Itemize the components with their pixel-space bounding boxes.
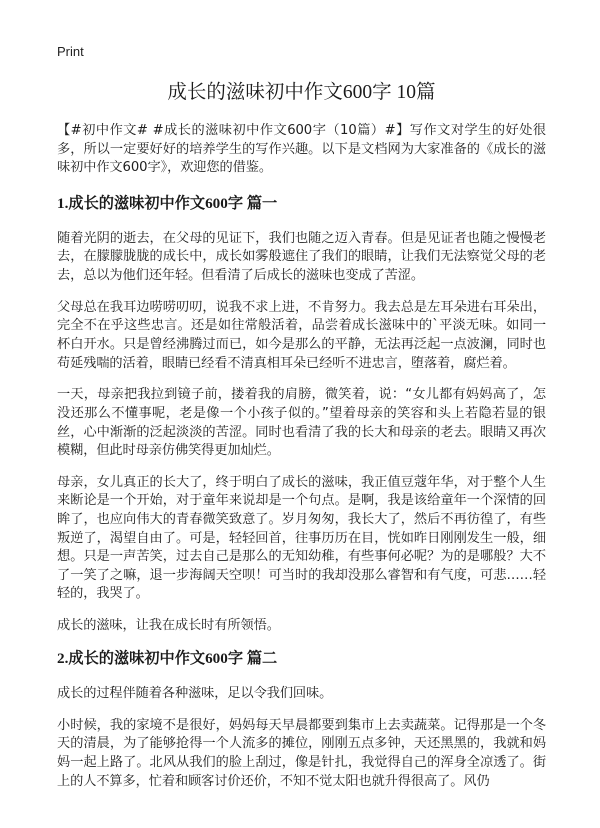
- paragraph: 成长的滋味，让我在成长时有所领悟。: [57, 618, 280, 634]
- paragraph: 随着光阴的逝去，在父母的见证下，我们也随之迈入青春。但是见证者也随之慢慢老去，在朦朦胧胧的成长中，成长如雾般遮住了我们的眼睛，让我们无法察觉父母的老去，总以为他们还年轻。但看清了后成长的滋味也变成了苦涩。: [57, 230, 546, 283]
- paragraph: 成长的过程伴随着各种滋味，足以令我们回味。: [57, 686, 333, 701]
- section-heading-1: 1.成长的滋味初中作文600字 篇一: [57, 194, 278, 212]
- paragraph: 小时候，我的家境不是很好，妈妈每天早晨都要到集市上去卖蔬菜。记得那是一个冬天的清晨，为了能够抢得一个人流多的摊位，刚刚五点多钟，天还黑黑的，我就和妈妈一起上路了。北风从我们的脸上刮过，像是针扎，我觉得自己的浑身全凉透了。街上的人不算多，忙着和顾客讨价还价，不知不觉太阳也就升得很高了。风仍: [57, 717, 546, 789]
- paragraph: 母亲，女儿真正的长大了，终于明白了成长的滋味，我正值豆蔻年华，对于整个人生来断论是一个开始，对于童年来说却是一个句点。是啊，我是该给童年一个深情的回眸了，也应向伟大的青春微笑致意了。岁月匆匆，我长大了，然后不再彷徨了，有些叛逆了，渴望自由了。可是，轻轻回首，往事历历在目，恍如昨日刚刚发生一般，细想。只是一声苦笑，过去自己是那么的无知幼稚，有些事何必呢？为的是哪般？大不了一笑了之嘛，退一步海阔天空呗！可当时的我却没那么睿智和有气度，可悲……轻轻的，我哭了。: [57, 474, 546, 602]
- article-body: [57, 122, 546, 804]
- paragraph: 一天，母亲把我拉到镜子前，搂着我的肩膀，微笑着，说：“女儿都有妈妈高了，怎没还那么不懂事呢，老是像一个小孩子似的。”望着母亲的笑容和头上若隐若显的银丝，心中渐渐的泛起淡淡的苦涩。同时也看清了我的长大和母亲的老去。眼睛又再次模糊，但此时母亲仿佛笑得更加灿烂。: [57, 387, 546, 459]
- print-link[interactable]: Print: [57, 44, 84, 59]
- page-title: 成长的滋味初中作文600字 10篇: [167, 82, 436, 103]
- intro-paragraph: 【#初中作文# #成长的滋味初中作文600字（10篇）#】写作文对学生的好处很多，所以一定要好好的培养学生的写作兴趣。以下是文档网为大家准备的《成长的滋味初中作文600字》，欢迎您的借鉴。: [57, 123, 546, 176]
- paragraph: 父母总在我耳边唠唠叨叨，说我不求上进，不肯努力。我去总是左耳朵进右耳朵出，完全不在乎这些忠言。还是如往常般活着，品尝着成长滋味中的`平淡无味。如同一杯白开水。只是曾经沸腾过而已，如今是那么的平静，无法再泛起一点波澜，同时也苟延残喘的活着，眼睛已经看不清真相耳朵已经听不进忠言，堕落着，腐烂着。: [57, 299, 546, 371]
- section-heading-2: 2.成长的滋味初中作文600字 篇二: [57, 650, 278, 667]
